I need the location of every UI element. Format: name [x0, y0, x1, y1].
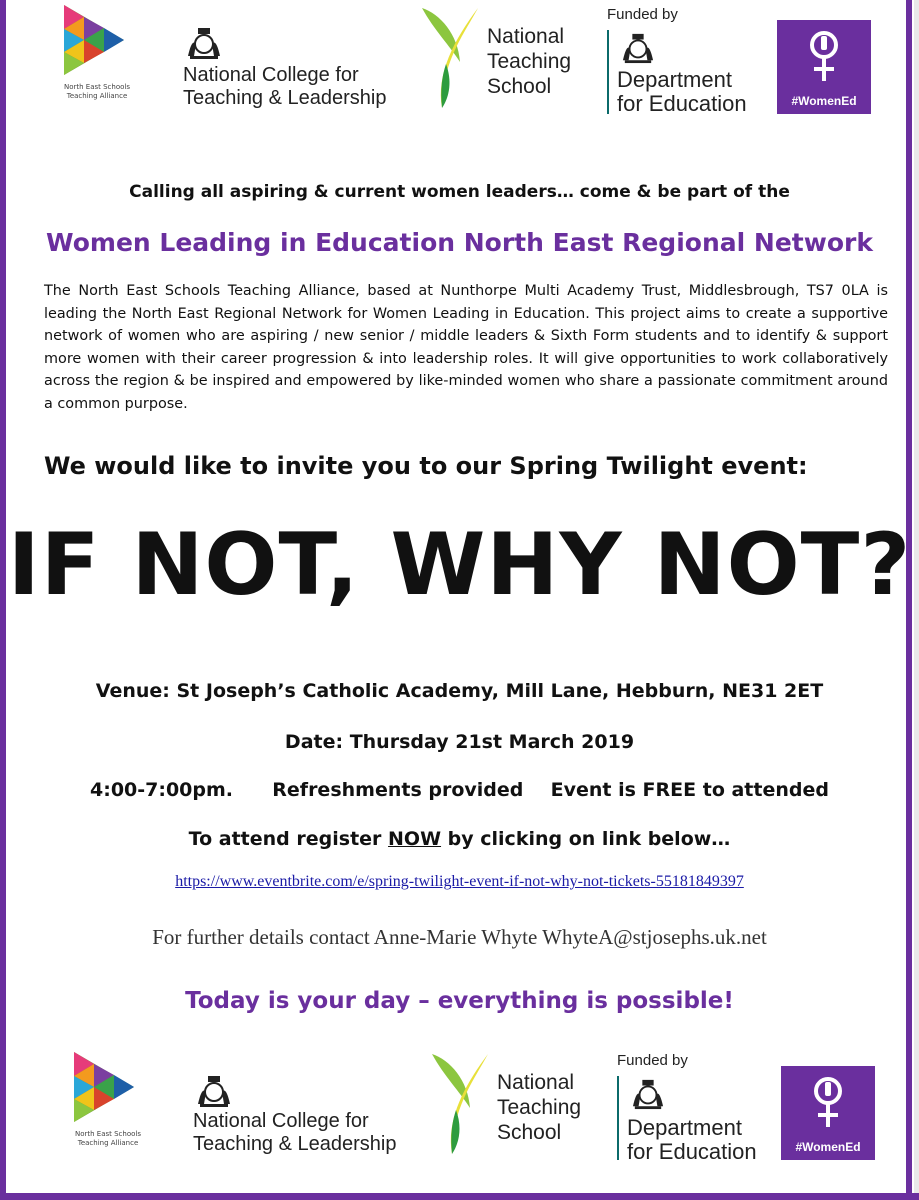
tagline: Today is your day – everything is possible! — [185, 988, 734, 1014]
dfe-divider-bottom — [617, 1076, 619, 1160]
nesta-triangle-logo — [62, 5, 126, 75]
dfe-divider — [607, 30, 609, 114]
venue-line: Venue: St Joseph’s Catholic Academy, Mill Lane, Hebburn, NE31 2ET — [95, 680, 824, 702]
intro-line: Calling all aspiring & current women leaders… come & be part of the — [129, 182, 790, 202]
free-text: Event is FREE to attended — [550, 779, 829, 801]
nesta-caption-line1: North East Schools — [63, 83, 131, 91]
nesta-caption-bottom — [58, 1130, 158, 1148]
nts-line3: School — [487, 75, 552, 98]
dfe-crest-icon — [618, 32, 658, 64]
womened-label-bottom: #WomenEd — [795, 1140, 861, 1154]
register-text-before: To attend register — [188, 828, 389, 850]
womened-logo-bottom — [781, 1066, 875, 1160]
ncl-bottom-line1: National College for — [193, 1110, 369, 1132]
page-border-bottom — [0, 1193, 919, 1200]
network-title: Women Leading in Education North East Regional Network — [46, 228, 873, 257]
dfe-bottom-line2: for Education — [627, 1139, 757, 1164]
nesta-triangle-logo-bottom — [72, 1052, 136, 1122]
nts-line1: National — [487, 25, 565, 48]
date-line: Date: Thursday 21st March 2019 — [284, 731, 635, 753]
female-symbol-icon — [809, 30, 839, 84]
event-headline: IF NOT, WHY NOT? — [7, 515, 912, 615]
dfe-logo-text-bottom — [627, 1116, 757, 1164]
female-symbol-icon-bottom — [813, 1076, 843, 1130]
dfe-line1: Department — [617, 67, 732, 92]
ncl-logo-text-bottom — [193, 1110, 396, 1156]
royal-crest-icon — [184, 26, 224, 60]
register-text-after: by clicking on link below… — [441, 828, 731, 850]
nesta-caption-bottom-line2: Teaching Alliance — [77, 1139, 139, 1147]
dfe-logo-text — [617, 68, 747, 116]
bottom-logo-row — [0, 1048, 919, 1168]
details-line — [0, 779, 919, 801]
description-paragraph: The North East Schools Teaching Alliance, based at Nunthorpe Multi Academy Trust, Middlesbrough, TS7 0LA is leading the North East Regional Network for Women Leading in Education. This project aims to create a supportive network of women who are aspiring / new senior / middle leaders & Sixth Form students and to identify & support more women with their career progression & into leadership roles. It will give opportunities to work collaboratively across the region & be inspired and empowered by like-minded women who share a passionate commitment around a common purpose. — [44, 283, 888, 412]
refreshments-text: Refreshments provided — [272, 779, 524, 801]
nts-logo-text-bottom — [497, 1070, 581, 1145]
invite-line: We would like to invite you to our Spring Twilight event: — [44, 452, 808, 480]
register-now: NOW — [388, 828, 442, 850]
dfe-crest-icon-bottom — [628, 1078, 668, 1110]
time-text: 4:00-7:00pm. — [90, 779, 234, 801]
ncl-line1: National College for — [183, 64, 359, 86]
nts-line2: Teaching — [487, 50, 572, 73]
ncl-line2: Teaching & Leadership — [183, 87, 387, 109]
nts-leaf-logo-bottom — [430, 1050, 490, 1158]
dfe-line2: for Education — [617, 91, 747, 116]
contact-line: For further details contact Anne-Marie Whyte WhyteA@stjosephs.uk.net — [152, 925, 767, 949]
nts-bottom-line3: School — [497, 1121, 562, 1144]
ncl-logo-text — [183, 64, 386, 110]
ncl-bottom-line2: Teaching & Leadership — [193, 1133, 397, 1155]
nesta-caption-line2: Teaching Alliance — [66, 92, 128, 100]
nesta-caption-bottom-line1: North East Schools — [74, 1130, 142, 1138]
nts-bottom-line1: National — [497, 1071, 575, 1094]
dfe-funded-by-bottom: Funded by — [617, 1052, 688, 1069]
royal-crest-icon-bottom — [194, 1074, 234, 1108]
nts-bottom-line2: Teaching — [497, 1096, 582, 1119]
womened-label: #WomenEd — [791, 94, 857, 108]
eventbrite-link[interactable]: https://www.eventbrite.com/e/spring-twilight-event-if-not-why-not-tickets-55181849397 — [175, 873, 744, 890]
dfe-bottom-line1: Department — [627, 1115, 742, 1140]
top-logo-row — [0, 0, 919, 120]
nts-leaf-logo — [420, 4, 480, 112]
nesta-caption — [47, 83, 147, 101]
womened-logo — [777, 20, 871, 114]
register-line — [0, 828, 919, 850]
nts-logo-text — [487, 24, 571, 99]
dfe-funded-by: Funded by — [607, 6, 678, 23]
